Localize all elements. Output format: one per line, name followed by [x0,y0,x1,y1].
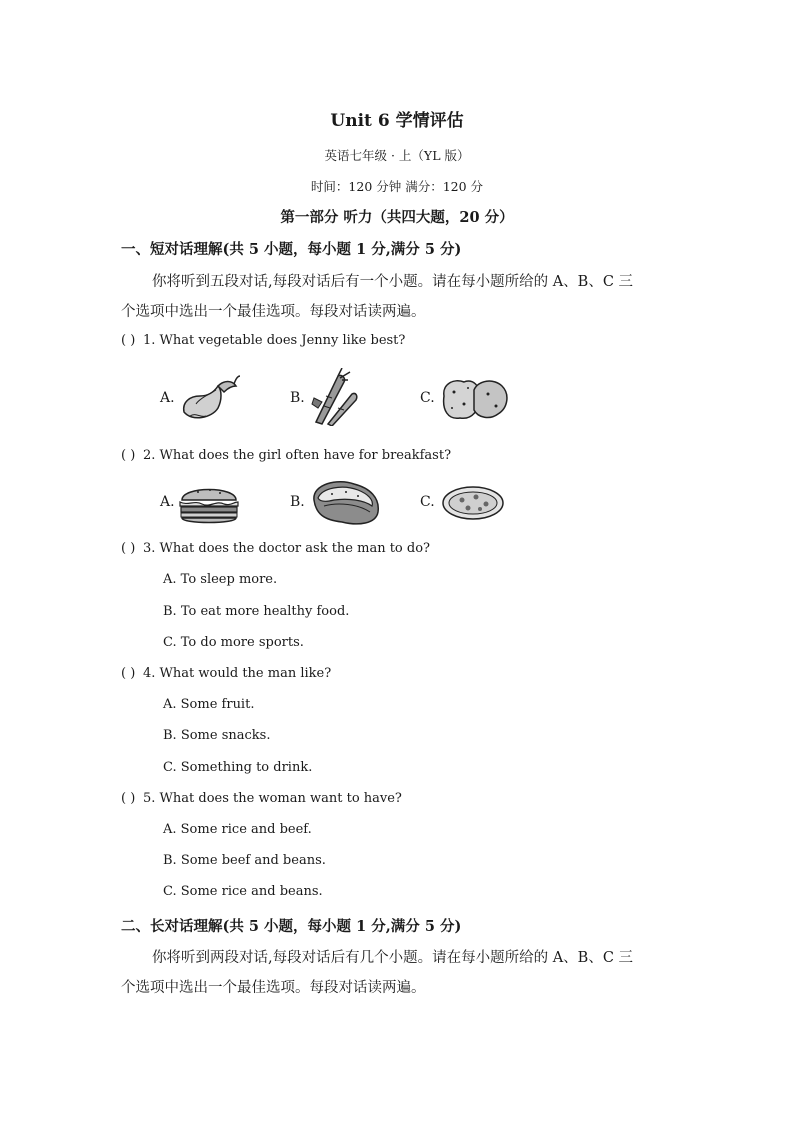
option-b[interactable]: B. To eat more healthy food. [163,604,350,619]
bread-loaf-icon[interactable] [308,476,384,528]
question-text: 3. What does the doctor ask the man to do? [143,541,431,556]
instruction-line: 你将听到两段对话,每段对话后有几个小题。请在每小题所给的 A、B、C 三 [152,950,634,966]
answer-blank[interactable]: ( ) [121,448,136,463]
answer-blank[interactable]: ( ) [121,541,136,556]
option-letter: A. [160,390,175,406]
answer-blank[interactable]: ( ) [121,791,136,806]
question-1 [121,333,405,348]
option-b[interactable]: B. Some snacks. [163,728,271,743]
carrots-icon[interactable] [306,368,360,426]
question-text: 4. What would the man like? [143,666,332,681]
option-letter: C. [420,390,435,406]
question-5 [121,791,402,806]
part-title: 第一部分 听力（共四大题，20 分） [280,209,514,226]
option-a[interactable]: A. Some rice and beef. [163,822,312,837]
option-b[interactable]: B. Some beef and beans. [163,853,326,868]
instruction-line: 你将听到五段对话,每段对话后有一个小题。请在每小题所给的 A、B、C 三 [152,274,634,290]
eggplant-icon[interactable] [178,372,242,424]
option-c[interactable]: C. Something to drink. [163,760,313,775]
question-text: 2. What does the girl often have for breakfast? [143,448,452,463]
answer-blank[interactable]: ( ) [121,666,136,681]
option-letter: C. [420,494,435,510]
question-3 [121,541,430,556]
potatoes-icon[interactable] [438,374,510,424]
option-letter: B. [290,494,305,510]
option-a[interactable]: A. To sleep more. [163,572,278,587]
option-letter: B. [290,390,305,406]
option-c[interactable]: C. To do more sports. [163,635,304,650]
option-c[interactable]: C. Some rice and beans. [163,884,323,899]
subtitle: 英语七年级 · 上（YL 版） [324,148,470,163]
section-heading: 一、短对话理解(共 5 小题，每小题 1 分,满分 5 分) [121,241,462,258]
pizza-icon[interactable] [440,484,506,522]
instruction-line: 个选项中选出一个最佳选项。每段对话读两遍。 [121,304,426,320]
page-title: Unit 6 学情评估 [330,111,464,131]
instruction-line: 个选项中选出一个最佳选项。每段对话读两遍。 [121,980,426,996]
question-4 [121,666,331,681]
question-text: 1. What vegetable does Jenny like best? [143,333,406,348]
option-a[interactable]: A. Some fruit. [163,697,255,712]
option-letter: A. [160,494,175,510]
question-text: 5. What does the woman want to have? [143,791,402,806]
hamburger-icon[interactable] [178,480,240,526]
section-heading: 二、长对话理解(共 5 小题，每小题 1 分,满分 5 分) [121,918,462,935]
question-2 [121,448,451,463]
answer-blank[interactable]: ( ) [121,333,136,348]
time-info: 时间：120 分钟 满分：120 分 [310,179,484,194]
